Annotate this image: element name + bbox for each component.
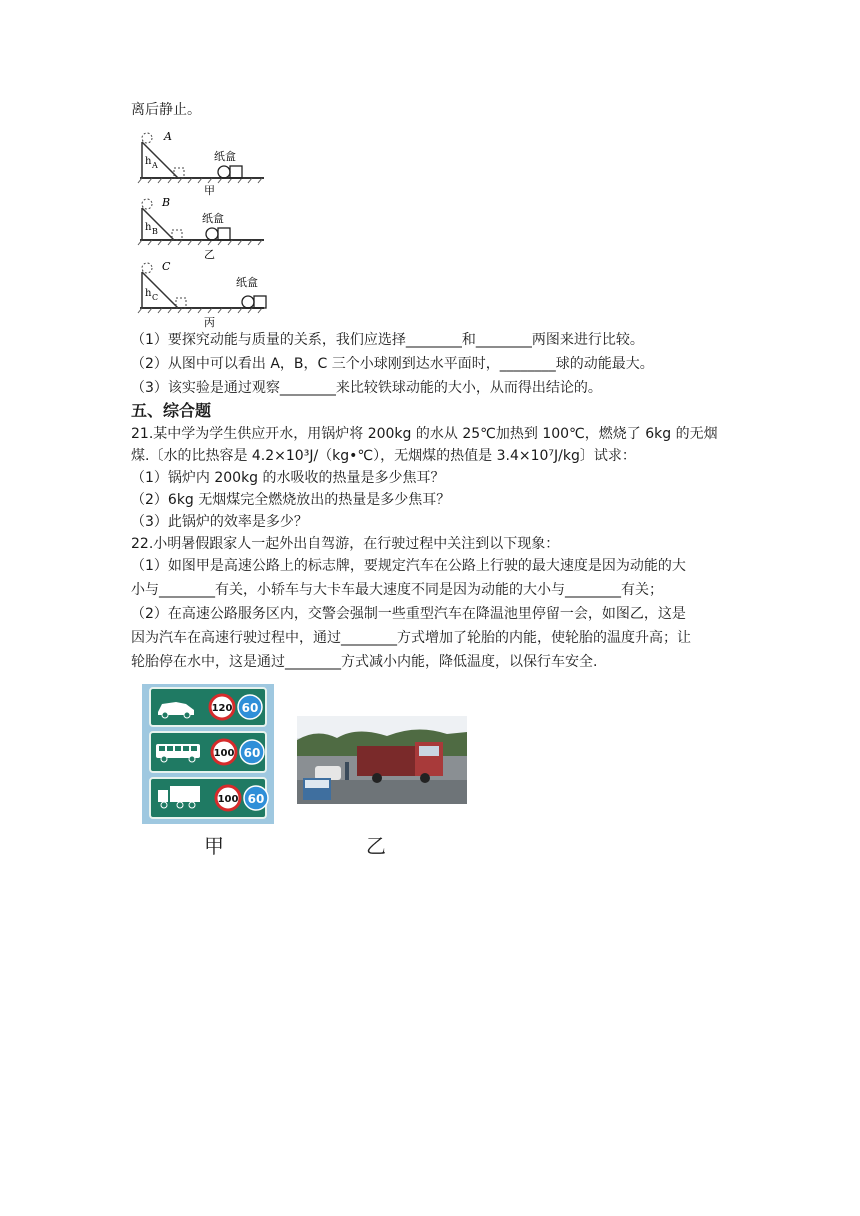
min-speed-label: 60 [243, 746, 261, 760]
ball-letter: A [164, 130, 172, 143]
panel-caption: 甲 [204, 184, 215, 197]
q21-sub3: （3）此锅炉的效率是多少？ [131, 514, 308, 530]
height-subscript: B [152, 227, 158, 236]
speed-sign-truck [150, 778, 268, 818]
speed-limit-signs-image [142, 684, 274, 824]
q21-sub2: （2）6kg 无烟煤完全燃烧放出的热量是多少焦耳？ [131, 492, 451, 508]
section-heading: 五、综合题 [131, 401, 212, 420]
q22-line1: 22.小明暑假跟家人一起外出自驾游，在行驶过程中关注到以下现象： [131, 536, 560, 552]
q20-sub1: （1）要探究动能与质量的关系，我们应选择________和________两图来进行比较。 [131, 332, 644, 348]
max-speed-label: 100 [213, 748, 235, 759]
q21-sub1: （1）锅炉内 200kg 的水吸收的热量是多少焦耳？ [131, 470, 445, 486]
q20-sub3: （3）该实验是通过观察________来比较铁球动能的大小，从而得出结论的。 [131, 380, 602, 396]
q20-sub2: （2）从图中可以看出 A，B，C 三个小球刚到达水平面时，________球的动能最大。 [131, 356, 654, 372]
min-speed-label: 60 [241, 701, 259, 715]
height-label: h [145, 222, 152, 233]
q22-sub2-line2: 因为汽车在高速行驶过程中，通过________方式增加了轮胎的内能，使轮胎的温度升高；让 [131, 630, 691, 646]
box-label: 纸盒 [214, 150, 236, 163]
q22-sub2-line3: 轮胎停在水中，这是通过________方式减小内能，降低温度，以保行车安全. [131, 654, 598, 670]
panel-jia [138, 130, 264, 197]
q22-sub2-line1: （2）在高速公路服务区内，交警会强制一些重型汽车在降温池里停留一会，如图乙，这是 [131, 606, 686, 622]
max-speed-label: 100 [217, 794, 239, 805]
min-speed-label: 60 [247, 792, 265, 806]
panel-caption: 乙 [204, 248, 215, 261]
box-label: 纸盒 [236, 276, 258, 289]
height-subscript: A [152, 161, 158, 170]
truck-cooling-pool-photo [297, 716, 467, 804]
height-label: h [145, 156, 152, 167]
panel-yi [138, 196, 264, 261]
speed-sign-car [150, 688, 266, 726]
panel-bing [138, 260, 266, 329]
height-label: h [145, 288, 152, 299]
q21-line1: 21.某中学为学生供应开水，用锅炉将 200kg 的水从 25℃加热到 100℃，燃烧了 6kg 的无烟 [131, 426, 718, 442]
panel-caption: 丙 [204, 316, 215, 329]
q22-sub1-line2: 小与________有关，小轿车与大卡车最大速度不同是因为动能的大小与________有关； [131, 582, 663, 598]
q21-line2: 煤.〔水的比热容是 4.2×10³J/（kg•℃），无烟煤的热值是 3.4×10⁷J/kg〕试求： [131, 448, 636, 464]
figure-caption-left: 甲 [204, 834, 224, 858]
height-subscript: C [152, 293, 159, 302]
ball-letter: C [162, 260, 171, 273]
ball-letter: B [162, 196, 171, 209]
speed-sign-bus [150, 732, 266, 772]
figure-caption-right: 乙 [366, 834, 386, 858]
max-speed-label: 120 [211, 703, 233, 714]
q22-sub1-line1: （1）如图甲是高速公路上的标志牌，要规定汽车在公路上行驶的最大速度是因为动能的大 [131, 558, 686, 574]
box-label: 纸盒 [202, 212, 224, 225]
incline-experiment-figure [128, 128, 278, 330]
intro-fragment: 离后静止。 [131, 102, 201, 118]
